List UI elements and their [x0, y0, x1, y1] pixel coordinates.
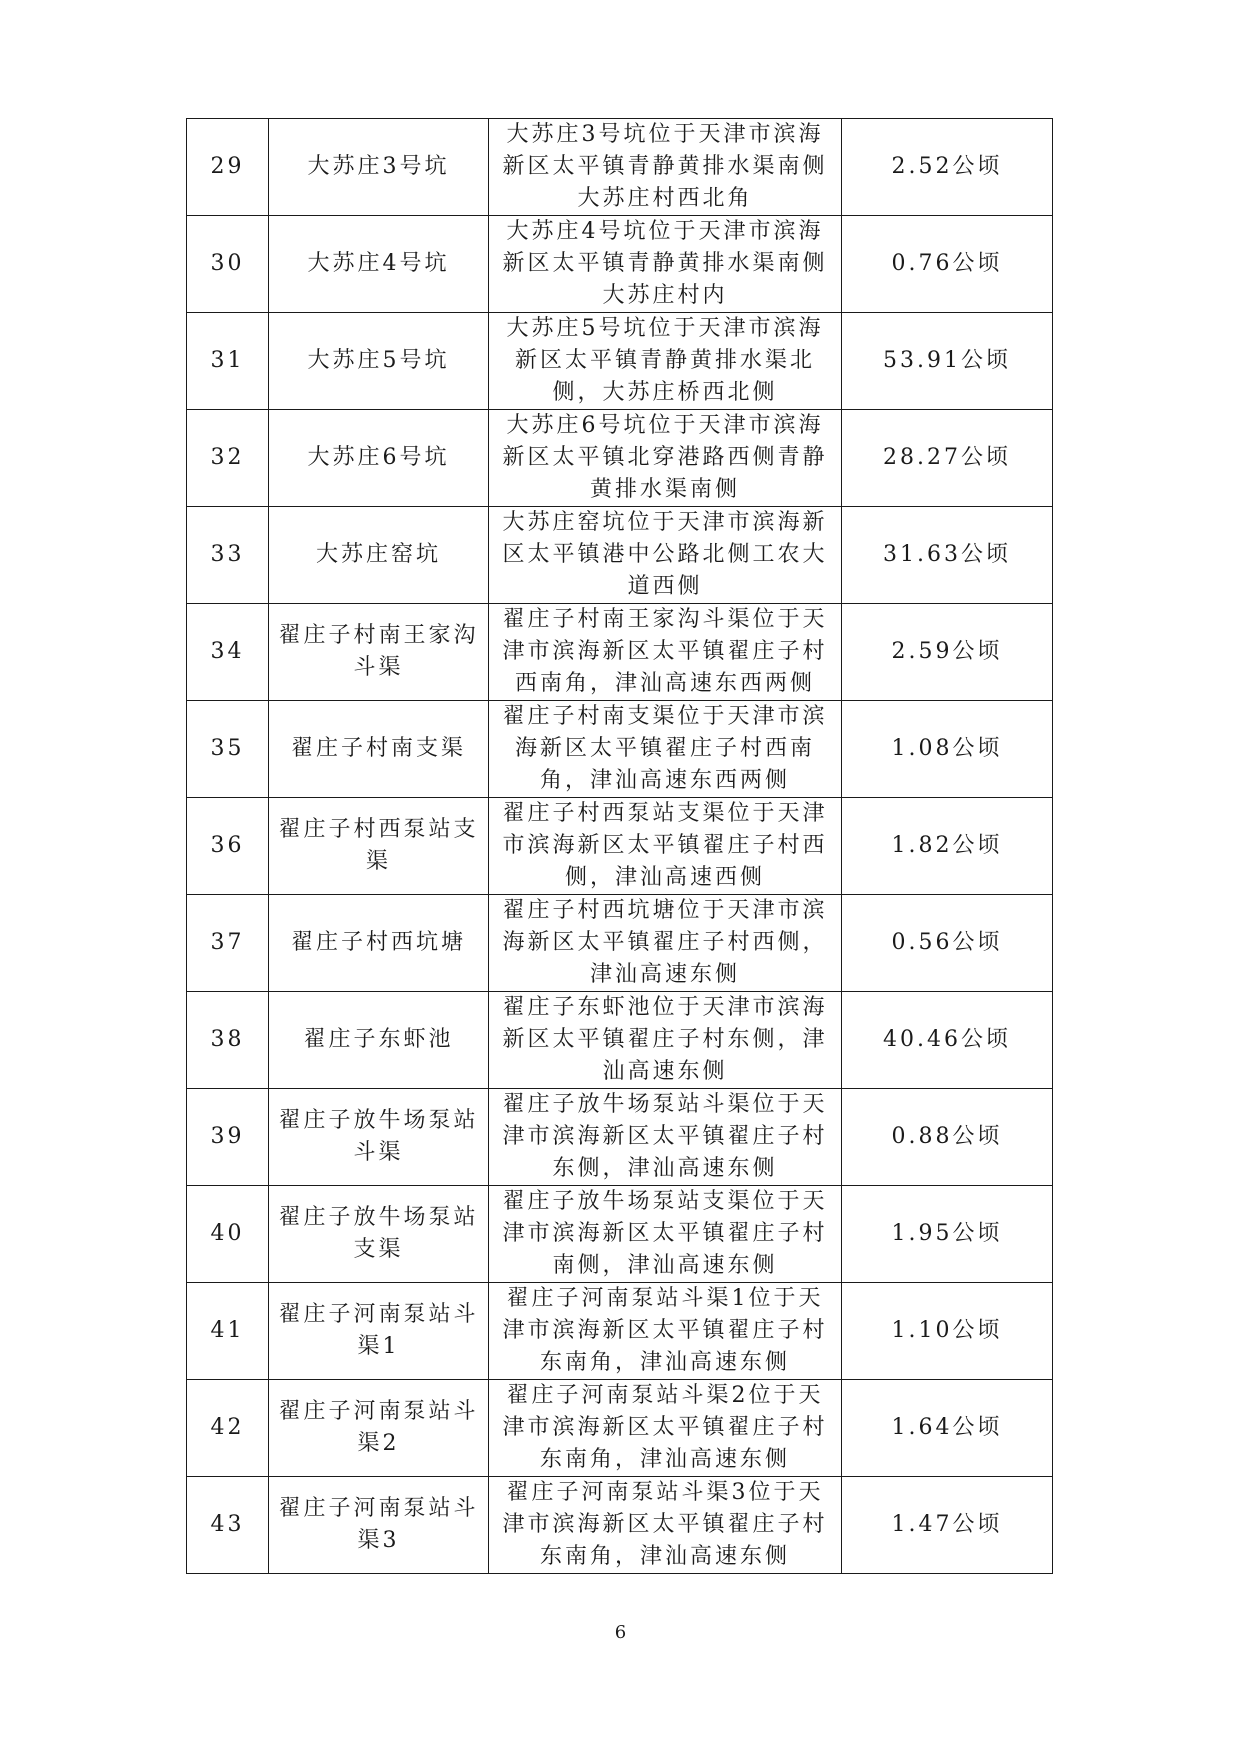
area-cell: 0.88公顷 [842, 1089, 1053, 1186]
name-cell: 翟庄子村南支渠 [269, 701, 489, 798]
table-row [187, 895, 1053, 992]
row-number-cell: 33 [187, 507, 269, 604]
name-cell: 翟庄子河南泵站斗渠3 [269, 1477, 489, 1574]
area-cell: 31.63公顷 [842, 507, 1053, 604]
location-cell: 翟庄子村南支渠位于天津市滨海新区太平镇翟庄子村西南角，津汕高速东西两侧 [489, 701, 842, 798]
row-number-cell: 36 [187, 798, 269, 895]
table-row [187, 701, 1053, 798]
area-cell: 1.10公顷 [842, 1283, 1053, 1380]
name-cell: 翟庄子村西泵站支渠 [269, 798, 489, 895]
table-row [187, 798, 1053, 895]
area-cell: 28.27公顷 [842, 410, 1053, 507]
name-cell: 翟庄子河南泵站斗渠1 [269, 1283, 489, 1380]
area-cell: 1.47公顷 [842, 1477, 1053, 1574]
area-cell: 2.59公顷 [842, 604, 1053, 701]
row-number-cell: 31 [187, 313, 269, 410]
location-cell: 翟庄子放牛场泵站斗渠位于天津市滨海新区太平镇翟庄子村东侧，津汕高速东侧 [489, 1089, 842, 1186]
location-cell: 翟庄子河南泵站斗渠2位于天津市滨海新区太平镇翟庄子村东南角，津汕高速东侧 [489, 1380, 842, 1477]
table-body [187, 119, 1053, 1574]
table-row [187, 1380, 1053, 1477]
row-number-cell: 43 [187, 1477, 269, 1574]
row-number-cell: 42 [187, 1380, 269, 1477]
name-cell: 大苏庄窑坑 [269, 507, 489, 604]
row-number-cell: 29 [187, 119, 269, 216]
location-cell: 翟庄子放牛场泵站支渠位于天津市滨海新区太平镇翟庄子村南侧，津汕高速东侧 [489, 1186, 842, 1283]
row-number-cell: 34 [187, 604, 269, 701]
table-row [187, 216, 1053, 313]
name-cell: 大苏庄6号坑 [269, 410, 489, 507]
location-cell: 翟庄子河南泵站斗渠3位于天津市滨海新区太平镇翟庄子村东南角，津汕高速东侧 [489, 1477, 842, 1574]
area-cell: 1.08公顷 [842, 701, 1053, 798]
row-number-cell: 30 [187, 216, 269, 313]
location-cell: 大苏庄4号坑位于天津市滨海新区太平镇青静黄排水渠南侧大苏庄村内 [489, 216, 842, 313]
area-cell: 2.52公顷 [842, 119, 1053, 216]
table-row [187, 410, 1053, 507]
name-cell: 翟庄子放牛场泵站支渠 [269, 1186, 489, 1283]
table-row [187, 1089, 1053, 1186]
page-number: 6 [614, 1622, 627, 1643]
location-cell: 大苏庄3号坑位于天津市滨海新区太平镇青静黄排水渠南侧大苏庄村西北角 [489, 119, 842, 216]
row-number-cell: 41 [187, 1283, 269, 1380]
name-cell: 翟庄子东虾池 [269, 992, 489, 1089]
location-cell: 翟庄子东虾池位于天津市滨海新区太平镇翟庄子村东侧，津汕高速东侧 [489, 992, 842, 1089]
name-cell: 大苏庄4号坑 [269, 216, 489, 313]
location-cell: 翟庄子河南泵站斗渠1位于天津市滨海新区太平镇翟庄子村东南角，津汕高速东侧 [489, 1283, 842, 1380]
location-cell: 大苏庄窑坑位于天津市滨海新区太平镇港中公路北侧工农大道西侧 [489, 507, 842, 604]
table-row [187, 604, 1053, 701]
location-cell: 翟庄子村南王家沟斗渠位于天津市滨海新区太平镇翟庄子村西南角，津汕高速东西两侧 [489, 604, 842, 701]
location-cell: 翟庄子村西坑塘位于天津市滨海新区太平镇翟庄子村西侧，津汕高速东侧 [489, 895, 842, 992]
location-cell: 大苏庄6号坑位于天津市滨海新区太平镇北穿港路西侧青静黄排水渠南侧 [489, 410, 842, 507]
table-row [187, 1186, 1053, 1283]
area-cell: 1.82公顷 [842, 798, 1053, 895]
name-cell: 翟庄子放牛场泵站斗渠 [269, 1089, 489, 1186]
area-cell: 0.76公顷 [842, 216, 1053, 313]
area-cell: 1.95公顷 [842, 1186, 1053, 1283]
name-cell: 翟庄子河南泵站斗渠2 [269, 1380, 489, 1477]
row-number-cell: 35 [187, 701, 269, 798]
location-cell: 大苏庄5号坑位于天津市滨海新区太平镇青静黄排水渠北侧，大苏庄桥西北侧 [489, 313, 842, 410]
table-row [187, 507, 1053, 604]
name-cell: 大苏庄3号坑 [269, 119, 489, 216]
name-cell: 翟庄子村西坑塘 [269, 895, 489, 992]
table-row [187, 119, 1053, 216]
row-number-cell: 32 [187, 410, 269, 507]
table-row [187, 1477, 1053, 1574]
location-cell: 翟庄子村西泵站支渠位于天津市滨海新区太平镇翟庄子村西侧，津汕高速西侧 [489, 798, 842, 895]
row-number-cell: 37 [187, 895, 269, 992]
row-number-cell: 38 [187, 992, 269, 1089]
table-row [187, 313, 1053, 410]
area-cell: 40.46公顷 [842, 992, 1053, 1089]
row-number-cell: 39 [187, 1089, 269, 1186]
area-cell: 53.91公顷 [842, 313, 1053, 410]
table-row [187, 1283, 1053, 1380]
area-cell: 1.64公顷 [842, 1380, 1053, 1477]
name-cell: 大苏庄5号坑 [269, 313, 489, 410]
row-number-cell: 40 [187, 1186, 269, 1283]
table-row [187, 992, 1053, 1089]
wetland-table [186, 118, 1053, 1574]
area-cell: 0.56公顷 [842, 895, 1053, 992]
name-cell: 翟庄子村南王家沟斗渠 [269, 604, 489, 701]
